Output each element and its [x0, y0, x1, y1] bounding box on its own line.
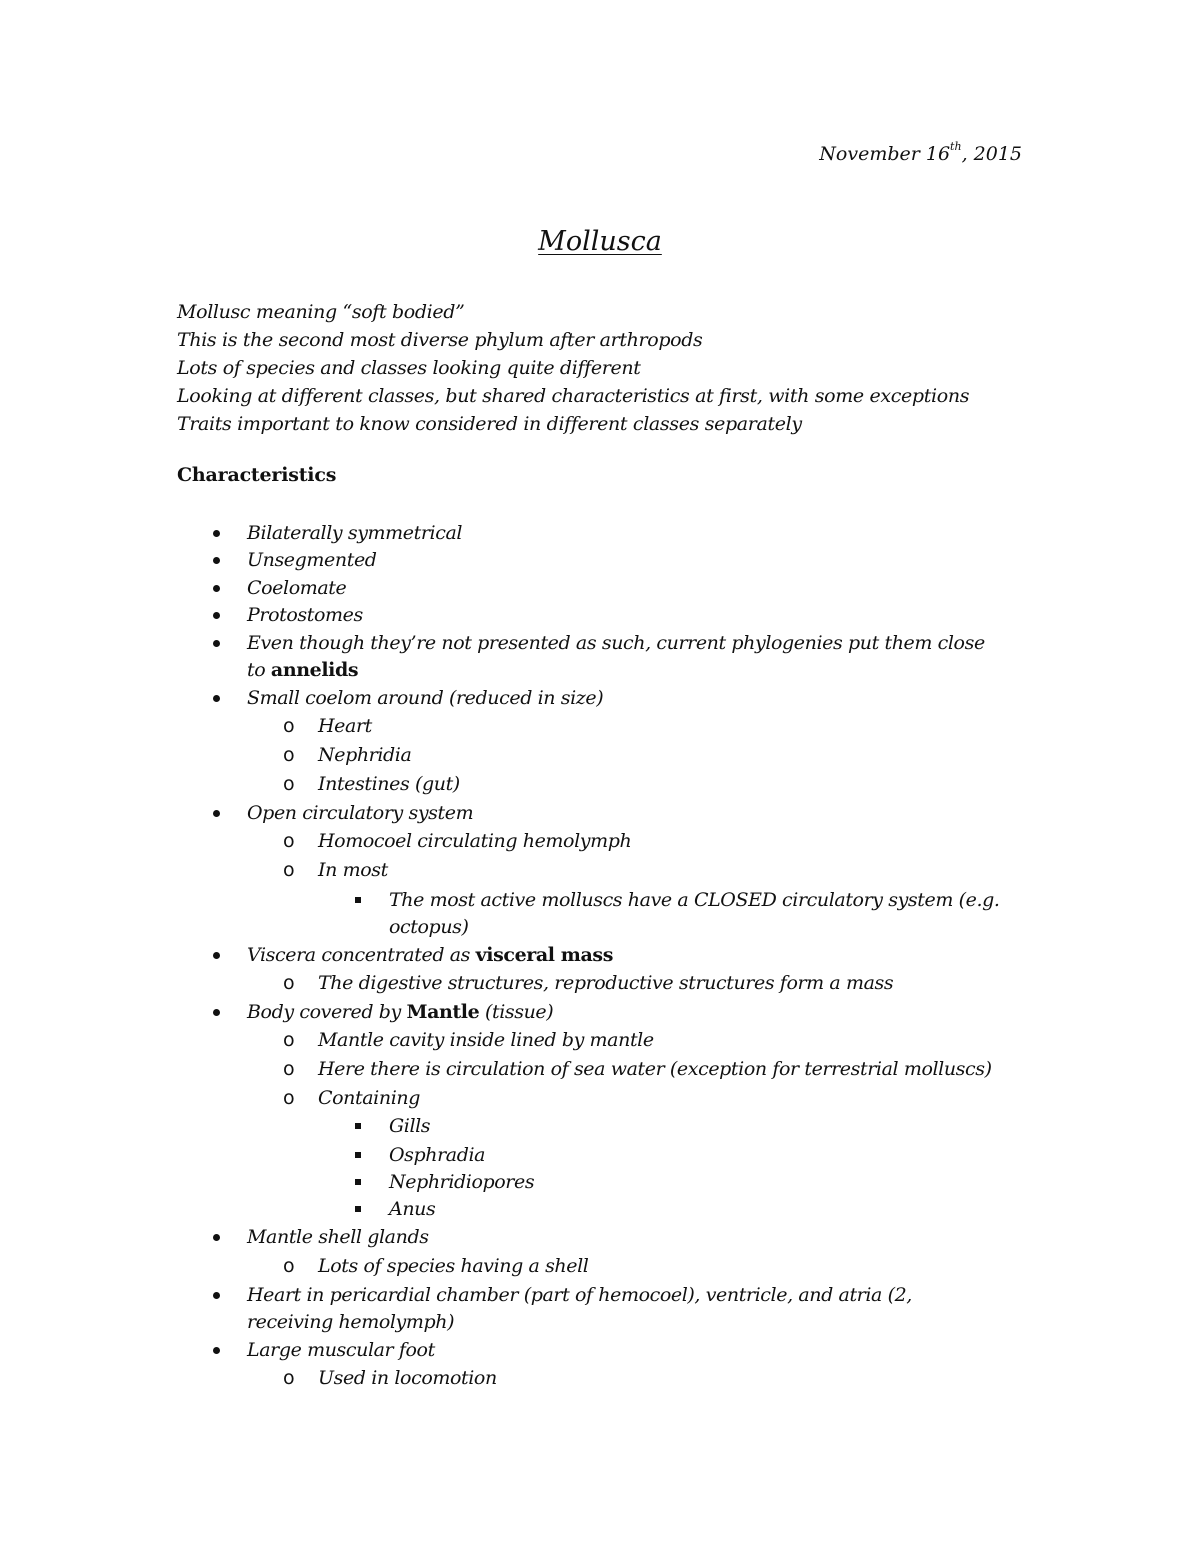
text: to	[247, 659, 271, 681]
list-item: Large muscular foot	[247, 1339, 435, 1361]
circle-bullet-icon: o	[283, 1029, 295, 1051]
circle-bullet-icon: o	[283, 1367, 295, 1389]
text: Body covered by	[247, 1001, 407, 1023]
bullet-icon	[213, 1347, 220, 1354]
circle-bullet-icon: o	[283, 859, 295, 881]
section-heading: Characteristics	[177, 464, 337, 486]
list-item: Even though they’re not presented as such, current phylogenies put them close	[247, 632, 985, 654]
bullet-icon	[213, 612, 220, 619]
list-item: Unsegmented	[247, 549, 377, 571]
list-item: Nephridia	[318, 744, 412, 766]
bullet-icon	[213, 1234, 220, 1241]
intro-line: Lots of species and classes looking quite different	[177, 357, 641, 379]
square-bullet-icon	[355, 1179, 361, 1185]
list-item: Heart in pericardial chamber (part of hemocoel), ventricle, and atria (2,	[247, 1284, 912, 1306]
square-bullet-icon	[355, 1123, 361, 1129]
list-item-continuation: octopus)	[389, 916, 469, 938]
square-bullet-icon	[355, 1206, 361, 1212]
circle-bullet-icon: o	[283, 715, 295, 737]
list-item: Homocoel circulating hemolymph	[318, 830, 632, 852]
list-item-continuation: receiving hemolymph)	[247, 1311, 455, 1333]
bold-term: visceral mass	[475, 944, 614, 966]
bold-term: Mantle	[406, 1001, 480, 1023]
intro-line: Traits important to know considered in different classes separately	[177, 413, 802, 435]
list-item: Nephridiopores	[389, 1171, 535, 1193]
bold-term: annelids	[270, 659, 359, 681]
list-item: Intestines (gut)	[318, 773, 460, 795]
list-item: Here there is circulation of sea water (exception for terrestrial molluscs)	[318, 1058, 992, 1080]
intro-paragraph	[177, 298, 969, 438]
list-item: Gills	[389, 1115, 431, 1137]
bullet-icon	[213, 585, 220, 592]
bullet-icon	[213, 952, 220, 959]
list-item: The digestive structures, reproductive structures form a mass	[318, 972, 894, 994]
date-line	[819, 140, 1022, 165]
list-item: In most	[318, 859, 388, 881]
list-item	[247, 999, 553, 1026]
list-item: Coelomate	[247, 577, 347, 599]
circle-bullet-icon: o	[283, 830, 295, 852]
circle-bullet-icon: o	[283, 972, 295, 994]
intro-line: Mollusc meaning “soft bodied”	[177, 301, 465, 323]
intro-line: Looking at different classes, but shared characteristics at first, with some exceptions	[177, 385, 970, 407]
bullet-icon	[213, 640, 220, 647]
bullet-icon	[213, 810, 220, 817]
bullet-icon	[213, 1292, 220, 1299]
list-item: Used in locomotion	[318, 1367, 497, 1389]
bullet-icon	[213, 695, 220, 702]
text: Viscera concentrated as	[247, 944, 476, 966]
circle-bullet-icon: o	[283, 1087, 295, 1109]
list-item: Containing	[318, 1087, 420, 1109]
bullet-icon	[213, 530, 220, 537]
square-bullet-icon	[355, 1152, 361, 1158]
list-item-continuation	[247, 657, 358, 684]
list-item: Lots of species having a shell	[318, 1255, 589, 1277]
list-item: Mantle shell glands	[247, 1226, 429, 1248]
bullet-icon	[213, 557, 220, 564]
date-suffix: , 2015	[961, 143, 1022, 165]
circle-bullet-icon: o	[283, 1255, 295, 1277]
list-item: Osphradia	[389, 1144, 486, 1166]
text: (tissue)	[479, 1001, 554, 1023]
intro-line: This is the second most diverse phylum after arthropods	[177, 329, 703, 351]
page-title: Mollusca	[538, 226, 662, 257]
list-item: Small coelom around (reduced in size)	[247, 687, 604, 709]
list-item: Anus	[389, 1198, 436, 1220]
circle-bullet-icon: o	[283, 744, 295, 766]
list-item: Open circulatory system	[247, 802, 474, 824]
square-bullet-icon	[355, 897, 361, 903]
list-item: Bilaterally symmetrical	[247, 522, 463, 544]
list-item: Protostomes	[247, 604, 363, 626]
date-prefix: November 16	[819, 143, 951, 165]
list-item	[247, 942, 613, 969]
list-item: The most active molluscs have a CLOSED circulatory system (e.g.	[389, 889, 1000, 911]
circle-bullet-icon: o	[283, 773, 295, 795]
date-superscript: th	[950, 140, 962, 153]
circle-bullet-icon: o	[283, 1058, 295, 1080]
list-item: Heart	[318, 715, 372, 737]
bullet-icon	[213, 1009, 220, 1016]
list-item: Mantle cavity inside lined by mantle	[318, 1029, 654, 1051]
